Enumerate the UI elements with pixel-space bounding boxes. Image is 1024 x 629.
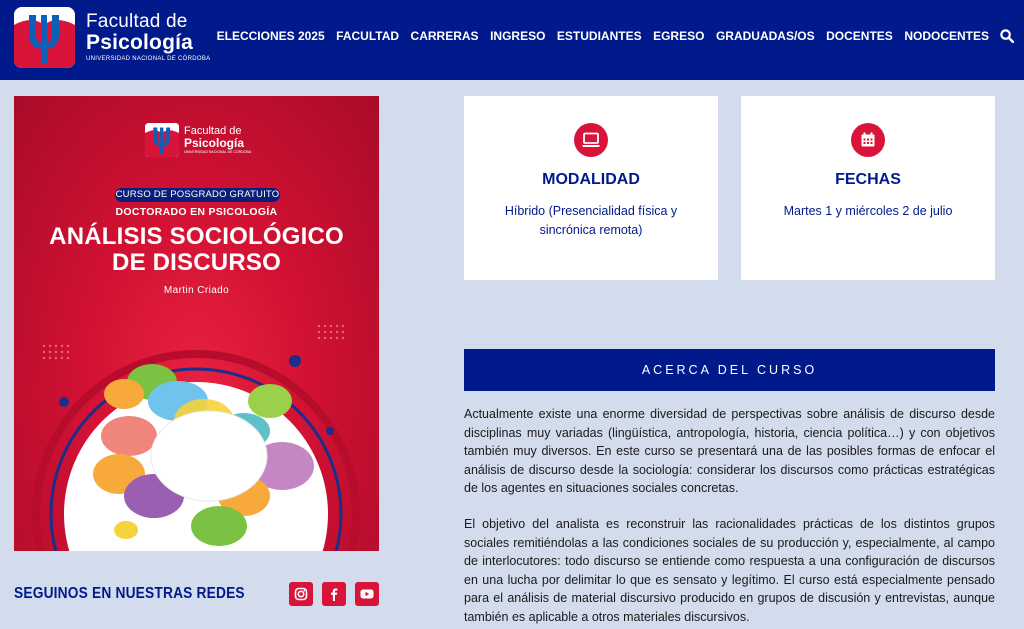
- calendar-icon: [851, 123, 885, 157]
- top-navigation-bar: [0, 0, 1024, 80]
- social-heading: SEGUINOS EN NUESTRAS REDES: [14, 585, 245, 602]
- youtube-icon[interactable]: [355, 582, 379, 606]
- site-logo[interactable]: [14, 7, 210, 68]
- dates-title: FECHAS: [835, 171, 901, 188]
- nav-item-nodocentes[interactable]: NODOCENTES: [904, 29, 989, 43]
- poster-subtitle: DOCTORADO EN PSICOLOGÍA: [115, 206, 278, 218]
- modality-title: MODALIDAD: [542, 171, 640, 188]
- facebook-icon[interactable]: [322, 582, 346, 606]
- nav-item-graduados[interactable]: GRADUADAS/OS: [715, 29, 815, 43]
- nav-item-facultad[interactable]: FACULTAD: [336, 29, 400, 43]
- laptop-icon: [574, 123, 608, 157]
- nav-item-elecciones[interactable]: ELECCIONES 2025: [216, 29, 325, 43]
- poster-title: [14, 224, 379, 276]
- modality-card: [464, 96, 718, 280]
- nav-item-egreso[interactable]: EGRESO: [653, 29, 705, 43]
- nav-item-docentes[interactable]: DOCENTES: [826, 29, 893, 43]
- poster-course-badge: CURSO DE POSGRADO GRATUITO: [115, 189, 280, 200]
- modality-text: Híbrido (Presencialidad física y sincrónica remota): [504, 204, 678, 237]
- logo-line-2: Psicología: [86, 31, 194, 54]
- about-paragraph-2: El objetivo del analista es reconstruir las racionalidades prácticas de los distintos grupos sociales remitiéndolas a las condiciones sociales de su producción y, especialmente, al campo de interlocutores: todo discurso se entiende como respuesta a una configuración de discursos en una lucha por delimitar lo que es sensato y legítimo. El curso está especialmente pensado para el análisis de material discursivo producido en grupos de discusión y entrevistas, aunque también es aplicable a otros materiales discursivos.: [464, 517, 995, 624]
- dates-card: [741, 96, 995, 280]
- nav-item-ingreso[interactable]: INGRESO: [490, 29, 546, 43]
- course-poster: [14, 96, 379, 551]
- main-nav: [205, 29, 1014, 43]
- instagram-icon[interactable]: [289, 582, 313, 606]
- poster-logo-line-3: UNIVERSIDAD NACIONAL DE CÓRDOBA: [184, 149, 252, 154]
- poster-title-line-1: ANÁLISIS SOCIOLÓGICO: [49, 223, 344, 250]
- poster-author: Martin Criado: [163, 285, 230, 296]
- psi-icon: [14, 7, 75, 68]
- about-paragraph-1: Actualmente existe una enorme diversidad de perspectivas sobre análisis de discurso desde disciplinas muy variadas (lingüística, antropología, historia, ciencia política…) y con objetivos también muy diversos. En este curso se presentará una de las posibles formas de enfocar el análisis de discurso desde la sociología: considerar los discursos como prácticas estratégicas de los agentes en situaciones sociales concretas.: [464, 407, 995, 496]
- logo-line-3: UNIVERSIDAD NACIONAL DE CÓRDOBA: [86, 56, 211, 62]
- logo-line-1: Facultad de: [86, 11, 188, 32]
- poster-logo-line-1: Facultad de: [184, 124, 242, 137]
- poster-logo: [145, 123, 251, 157]
- about-course-heading: ACERCA DEL CURSO: [464, 349, 995, 391]
- nav-item-carreras[interactable]: CARRERAS: [410, 29, 479, 43]
- speech-bubbles-illustration: [14, 96, 379, 551]
- poster-logo-line-2: Psicología: [184, 135, 245, 150]
- dates-text: Martes 1 y miércoles 2 de julio: [783, 204, 953, 218]
- psi-icon: [145, 123, 179, 157]
- poster-title-line-2: DE DISCURSO: [112, 249, 281, 276]
- nav-item-estudiantes[interactable]: ESTUDIANTES: [556, 29, 642, 43]
- search-icon[interactable]: [1000, 29, 1014, 43]
